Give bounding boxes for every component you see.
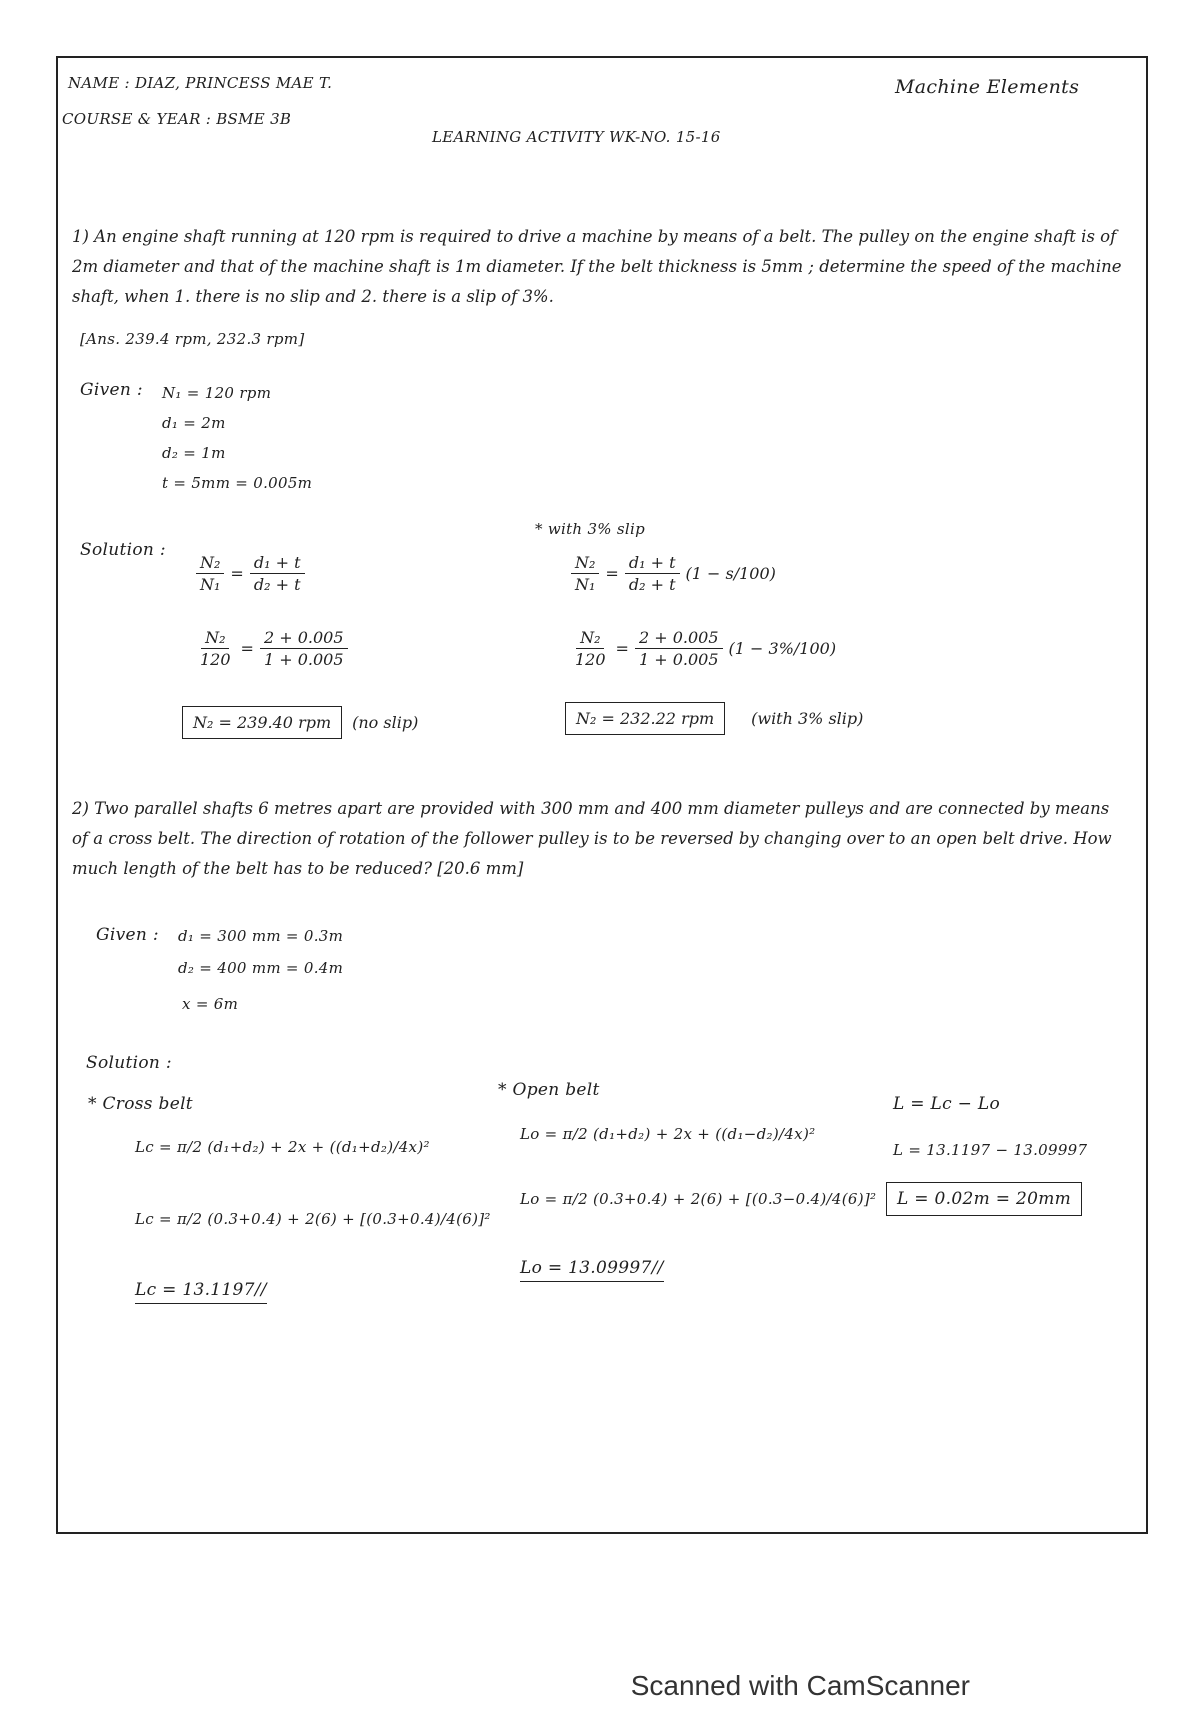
- eq4-rhs-num: 2 + 0.005: [635, 628, 723, 649]
- eq3-lhs-num: N₂: [571, 553, 599, 574]
- problem1-solution-label: Solution :: [80, 540, 166, 560]
- note-noslip: (no slip): [352, 713, 419, 732]
- open-heading: * Open belt: [498, 1080, 600, 1100]
- eq3-lhs-den: N₁: [575, 575, 596, 594]
- eq3-factor: (1 − s/100): [685, 564, 776, 583]
- cross-eq1: Lc = π/2 (d₁+d₂) + 2x + ((d₁+d₂)/4x)²: [135, 1138, 430, 1156]
- given-x: x = 6m: [182, 995, 239, 1013]
- given-d2-2: d₂ = 400 mm = 0.4m: [178, 959, 344, 977]
- given-d1-2: d₁ = 300 mm = 0.3m: [178, 927, 344, 945]
- problem2-solution-label: Solution :: [86, 1053, 172, 1073]
- subject-title: Machine Elements: [895, 76, 1080, 98]
- diff-eq1: L = Lc − Lo: [893, 1094, 1001, 1114]
- eq1-rhs-den: d₂ + t: [253, 575, 301, 594]
- student-name: NAME : DIAZ, PRINCESS MAE T.: [68, 74, 333, 92]
- problem1-answer: [Ans. 239.4 rpm, 232.3 rpm]: [80, 330, 305, 348]
- open-eq1: Lo = π/2 (d₁+d₂) + 2x + ((d₁−d₂)/4x)²: [520, 1125, 816, 1143]
- open-eq2: Lo = π/2 (0.3+0.4) + 2(6) + [(0.3−0.4)/4(6)]²: [520, 1190, 877, 1208]
- eq-slip-substituted: $\frac{\text{N₂}}{120}$ = $\frac{2 + 0.005}{1 + 0.005}$ (1 − 3%/100): [565, 628, 836, 669]
- diff-result: L = 0.02m = 20mm: [886, 1182, 1082, 1216]
- given-t: t = 5mm = 0.005m: [162, 474, 313, 492]
- problem2-statement: 2) Two parallel shafts 6 metres apart are provided with 300 mm and 400 mm diameter pulleys and are connected by means of a cross belt. The direction of rotation of the follower pulley is to be reversed by changing over to an open belt drive. How much length of the belt has to be reduced? [20.6 mm]: [72, 799, 1112, 878]
- cross-result-row: [135, 1280, 267, 1300]
- given-d2: d₂ = 1m: [162, 444, 226, 462]
- result-slip: N₂ = 232.22 rpm: [565, 702, 725, 735]
- open-result: Lo = 13.09997//: [520, 1258, 664, 1282]
- diff-result-row: [886, 1182, 1082, 1216]
- eq2-lhs-num: N₂: [201, 628, 229, 649]
- eq2-rhs-den: 1 + 0.005: [263, 650, 344, 669]
- eq-slip-ratio: $\frac{\text{N₂}}{\text{N₁}}$ = $\frac{\text{d₁ + t}}{\text{d₂ + t}}$ (1 − s/100): [565, 553, 776, 594]
- result-slip-row: [565, 702, 863, 735]
- eq4-lhs-num: N₂: [576, 628, 604, 649]
- result-noslip-row: [182, 706, 418, 739]
- eq3-rhs-num: d₁ + t: [625, 553, 680, 574]
- problem2-given-label: Given :: [96, 925, 159, 945]
- cross-eq2: Lc = π/2 (0.3+0.4) + 2(6) + [(0.3+0.4)/4(6)]²: [135, 1210, 491, 1228]
- eq-speed-ratio: $\frac{\text{N₂}}{\text{N₁}}$ = $\frac{\text{d₁ + t}}{\text{d₂ + t}}$: [190, 553, 311, 594]
- slip-heading: * with 3% slip: [535, 520, 646, 538]
- eq1-lhs-den: N₁: [200, 575, 221, 594]
- eq-speed-substituted: $\frac{\text{N₂}}{120}$ = $\frac{2 + 0.005}{1 + 0.005}$: [190, 628, 354, 669]
- problem1-given-label: Given :: [80, 380, 143, 400]
- result-noslip: N₂ = 239.40 rpm: [182, 706, 342, 739]
- activity-title: LEARNING ACTIVITY WK-NO. 15-16: [432, 128, 721, 146]
- problem1-statement: 1) An engine shaft running at 120 rpm is required to drive a machine by means of a belt. The pulley on the engine shaft is of 2m diameter and that of the machine shaft is 1m diameter. If the belt thickness is 5mm ; determine the speed of the machine shaft, when 1. there is no slip and 2. there is a slip of 3%.: [72, 227, 1122, 306]
- course-year: COURSE & YEAR : BSME 3B: [62, 110, 292, 128]
- eq4-lhs-den: 120: [575, 650, 606, 669]
- given-n1: N₁ = 120 rpm: [162, 384, 272, 402]
- open-result-row: [520, 1258, 664, 1278]
- given-d1: d₁ = 2m: [162, 414, 226, 432]
- eq1-lhs-num: N₂: [196, 553, 224, 574]
- diff-eq2: L = 13.1197 − 13.09997: [893, 1141, 1088, 1159]
- eq3-rhs-den: d₂ + t: [628, 575, 676, 594]
- eq1-rhs-num: d₁ + t: [250, 553, 305, 574]
- eq2-rhs-num: 2 + 0.005: [260, 628, 348, 649]
- eq4-factor: (1 − 3%/100): [728, 639, 837, 658]
- note-slip: (with 3% slip): [751, 709, 864, 728]
- cross-result: Lc = 13.1197//: [135, 1280, 267, 1304]
- scanner-watermark: Scanned with CamScanner: [630, 1670, 970, 1701]
- eq2-lhs-den: 120: [200, 650, 231, 669]
- eq4-rhs-den: 1 + 0.005: [638, 650, 719, 669]
- cross-heading: * Cross belt: [88, 1094, 193, 1114]
